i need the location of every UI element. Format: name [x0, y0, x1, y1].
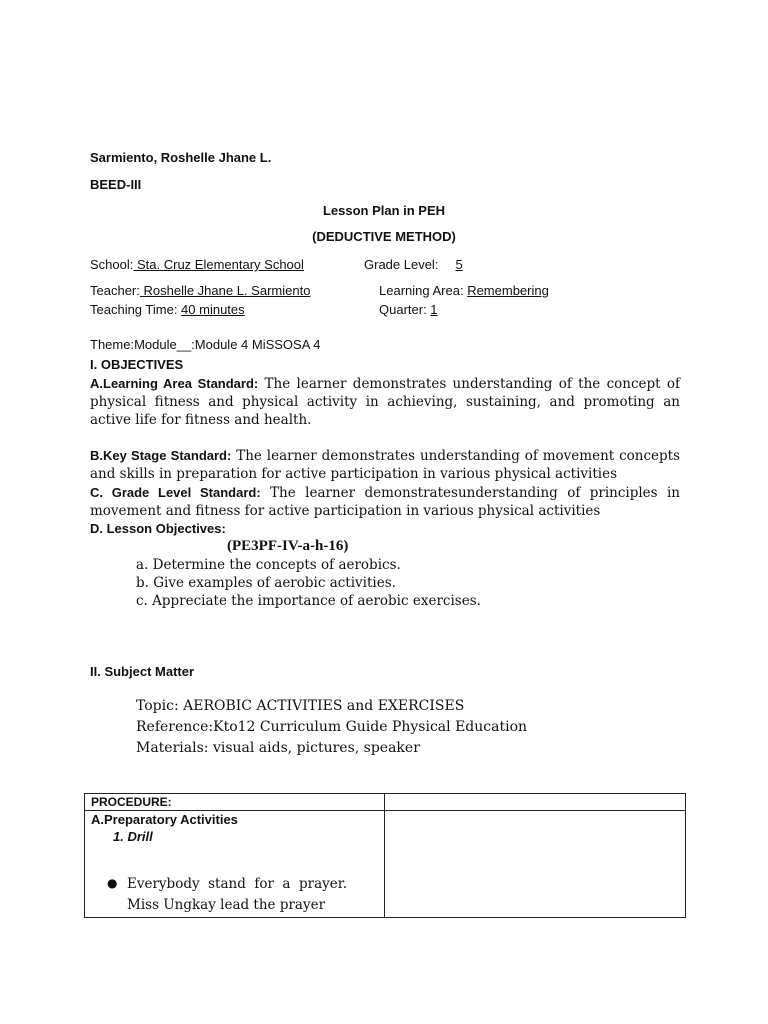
learning-area-standard-label: A.Learning Area Standard:	[90, 376, 259, 391]
reference-line: Reference:Kto12 Curriculum Guide Physical Education	[136, 719, 528, 735]
author-name: Sarmiento, Roshelle Jhane L.	[90, 150, 272, 165]
grade-level-standard-text: The learner demonstratesunderstanding of principles in movement and fitness for active participation in various physical activities	[90, 485, 681, 519]
teacher-value: Roshelle Jhane L. Sarmiento	[139, 283, 311, 298]
learning-area-value: Remembering	[467, 283, 549, 298]
learning-area-label: Learning Area:	[379, 283, 468, 298]
quarter-field	[379, 302, 438, 317]
teaching-time-value: 40 minutes	[181, 302, 245, 317]
learning-area-standard	[90, 375, 680, 429]
learning-area-field	[379, 283, 549, 298]
objective-item: b. Give examples of aerobic activities.	[136, 575, 396, 591]
learning-area-standard-text: The learner demonstrates understanding of the concept of physical fitness and physical activity in achieving, sustaining, and promoting an active life for fitness and health.	[90, 376, 681, 428]
grade-field	[364, 257, 463, 272]
school-value: Sta. Cruz Elementary School	[133, 257, 304, 272]
subject-matter-heading: II. Subject Matter	[90, 664, 195, 679]
grade-level-standard-label: C. Grade Level Standard:	[90, 485, 261, 500]
quarter-value: 1	[430, 302, 438, 317]
key-stage-standard	[90, 447, 680, 483]
document-title: Lesson Plan in PEH	[322, 203, 446, 218]
materials-line: Materials: visual aids, pictures, speaker	[136, 740, 420, 756]
school-field	[90, 257, 304, 272]
table-row	[85, 811, 686, 918]
course-label: BEED-III	[90, 177, 142, 192]
procedure-header-cell: PROCEDURE:	[85, 794, 385, 811]
topic-line: Topic: AEROBIC ACTIVITIES and EXERCISES	[136, 698, 465, 714]
key-stage-standard-text: The learner demonstrates understanding of movement concepts and skills in preparation for active participation in various physical activities	[90, 448, 680, 482]
grade-label: Grade Level:	[364, 257, 439, 272]
procedure-table	[84, 793, 686, 918]
grade-level-standard	[90, 484, 680, 520]
theme-line: Theme:Module__:Module 4 MiSSOSA 4	[90, 337, 321, 352]
method-subtitle: (DEDUCTIVE METHOD)	[312, 229, 456, 244]
preparatory-activities-cell	[85, 811, 385, 918]
lesson-objectives-heading: D. Lesson Objectives:	[90, 521, 226, 536]
quarter-label: Quarter:	[379, 302, 431, 317]
list-item	[101, 874, 378, 916]
empty-cell	[385, 811, 686, 918]
section-heading: A.Preparatory Activities	[91, 812, 238, 827]
objective-item: c. Appreciate the importance of aerobic exercises.	[136, 593, 481, 609]
bullet-text: Everybody stand for a prayer. Miss Ungkay lead the prayer	[127, 876, 347, 913]
objectives-heading: I. OBJECTIVES	[90, 357, 184, 372]
objective-item: a. Determine the concepts of aerobics.	[136, 557, 401, 573]
table-header-row	[85, 794, 686, 811]
teaching-time-field	[90, 302, 245, 317]
teacher-field	[90, 283, 310, 298]
bullet-icon: ●	[107, 876, 118, 890]
empty-header-cell	[385, 794, 686, 811]
teacher-label: Teacher:	[90, 283, 140, 298]
key-stage-standard-label: B.Key Stage Standard:	[90, 448, 232, 463]
school-label: School:	[90, 257, 134, 272]
competency-code: (PE3PF-IV-a-h-16)	[227, 538, 349, 554]
teaching-time-label: Teaching Time:	[90, 302, 182, 317]
grade-value: 5	[455, 257, 463, 272]
subsection-heading: 1. Drill	[113, 829, 153, 844]
